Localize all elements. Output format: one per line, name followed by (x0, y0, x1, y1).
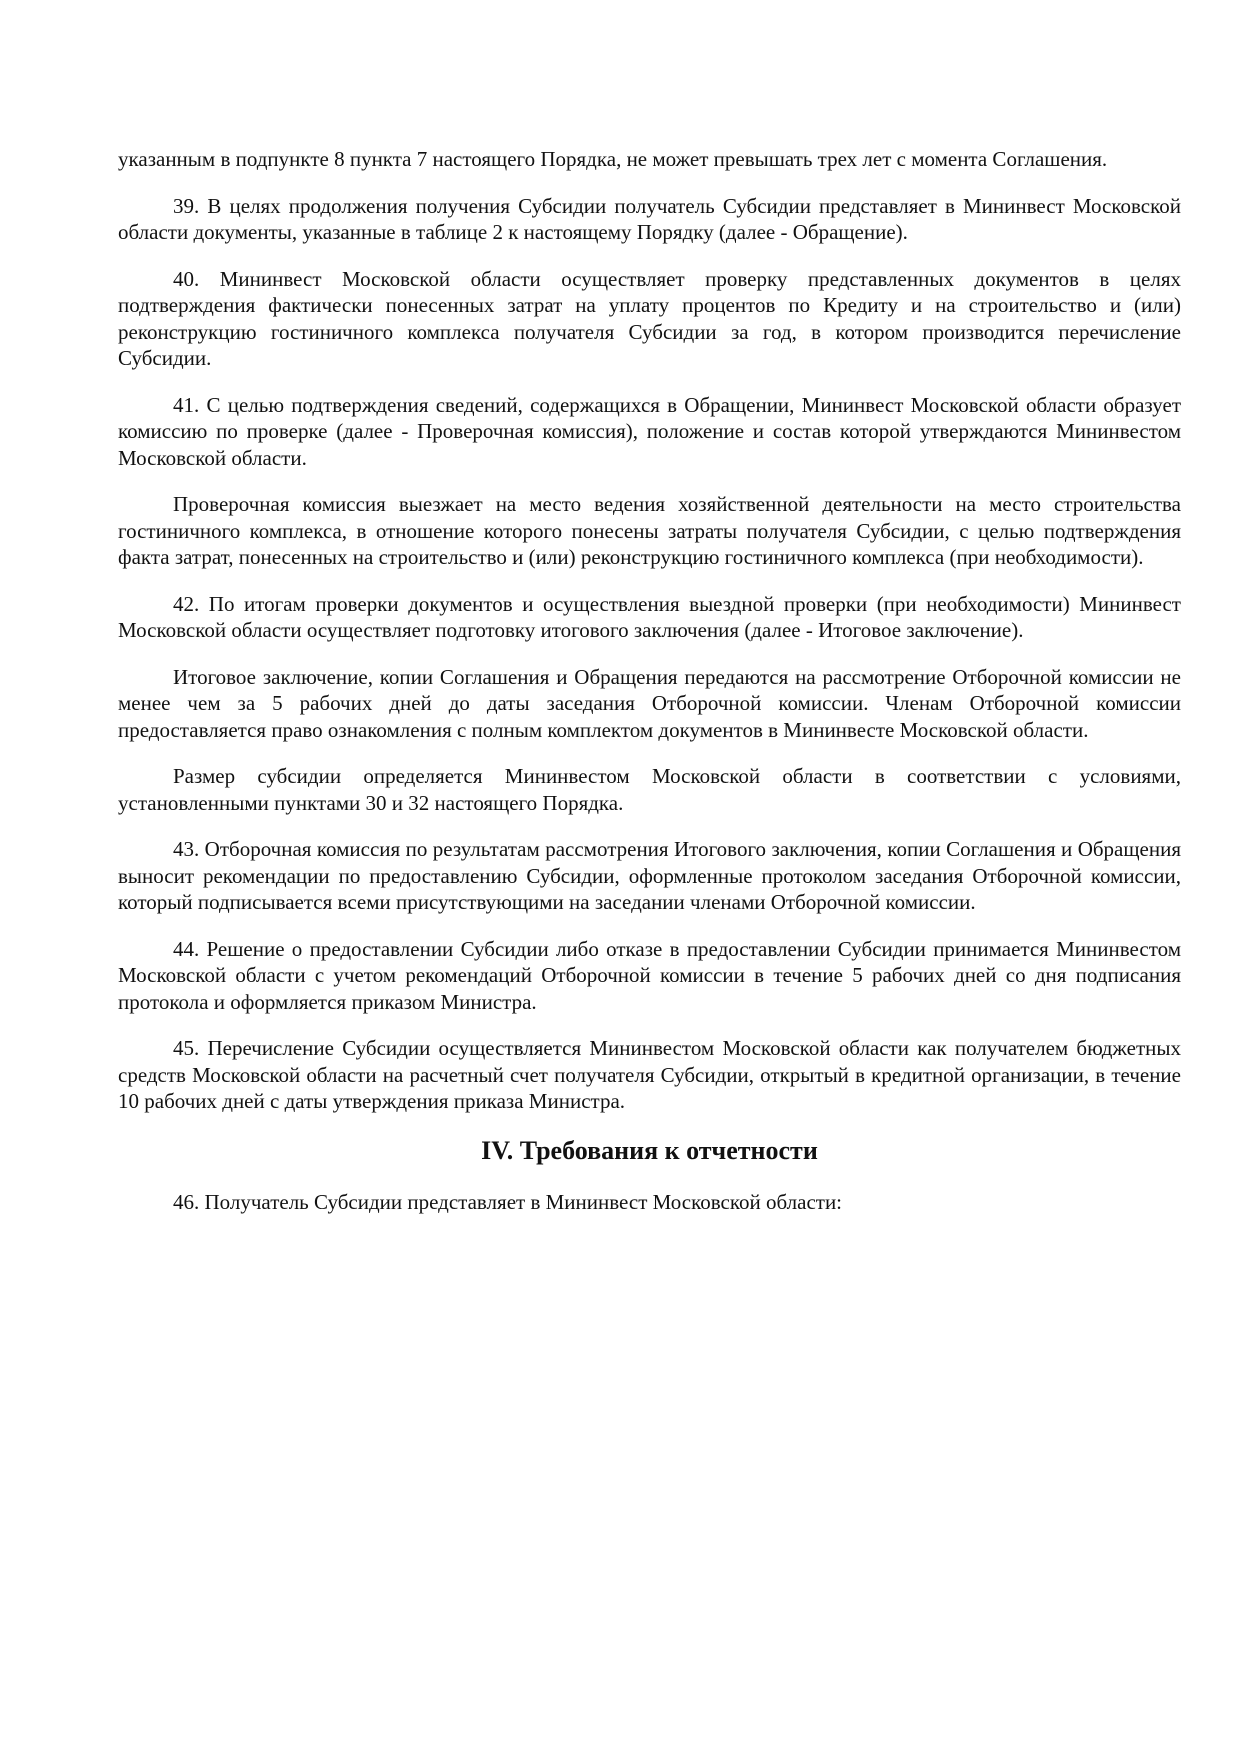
section-heading: IV. Требования к отчетности (481, 1135, 818, 1165)
paragraph-42-subsidy-size: Размер субсидии определяется Мининвестом Московской области в соответствии с условиями, установленными пунктами 30 и 32 настоящего Порядка. (118, 764, 1181, 815)
paragraph-43: 43. Отборочная комиссия по результатам рассмотрения Итогового заключения, копии Соглашения и Обращения выносит рекомендации по предоставлению Субсидии, оформленные протоколом заседания Отборочной комиссии, который подписывается всеми присутствующими на заседании членами Отборочной комиссии. (118, 837, 1181, 914)
paragraph-45: 45. Перечисление Субсидии осуществляется Мининвестом Московской области как получателем бюджетных средств Московской области на расчетный счет получателя Субсидии, открытый в кредитной организации, в течение 10 рабочих дней с даты утверждения приказа Министра. (118, 1036, 1181, 1113)
paragraph-46: 46. Получатель Субсидии представляет в Мининвест Московской области: (173, 1189, 843, 1214)
paragraph-42: 42. По итогам проверки документов и осуществления выездной проверки (при необходимости) Мининвест Московской области осуществляет подготовку итогового заключения (далее - Итоговое заключение). (118, 591, 1181, 642)
paragraph-continuation-38: указанным в подпункте 8 пункта 7 настоящего Порядка, не может превышать трех лет с момента Соглашения. (118, 147, 1108, 171)
paragraph-42-final-conclusion: Итоговое заключение, копии Соглашения и Обращения передаются на рассмотрение Отборочной комиссии не менее чем за 5 рабочих дней до даты заседания Отборочной комиссии. Членам Отборочной комиссии предоставляется право ознакомления с полным комплектом документов в Мининвесте Московской области. (118, 664, 1181, 742)
document-page (118, 146, 1181, 1235)
paragraph-41: 41. С целью подтверждения сведений, содержащихся в Обращении, Мининвест Московской области образует комиссию по проверке (далее - Проверочная комиссия), положение и состав которой утверждаются Мининвестом Московской области. (118, 392, 1181, 470)
paragraph-44: 44. Решение о предоставлении Субсидии либо отказе в предоставлении Субсидии принимается Мининвестом Московской области с учетом рекомендаций Отборочной комиссии в течение 5 рабочих дней со дня подписания протокола и оформляется приказом Министра. (118, 936, 1181, 1014)
paragraph-40: 40. Мининвест Московской области осуществляет проверку представленных документов в целях подтверждения фактически понесенных затрат на уплату процентов по Кредиту и на строительство и (или) реконструкцию гостиничного комплекса получателя Субсидии за год, в котором производится перечисление Субсидии. (118, 266, 1181, 370)
paragraph-41-inspection: Проверочная комиссия выезжает на место ведения хозяйственной деятельности на место строительства гостиничного комплекса, в отношение которого понесены затраты получателя Субсидии, с целью подтверждения факта затрат, понесенных на строительство и (или) реконструкцию гостиничного комплекса (при необходимости). (118, 492, 1181, 569)
paragraph-39: 39. В целях продолжения получения Субсидии получатель Субсидии представляет в Мининвест Московской области документы, указанные в таблице 2 к настоящему Порядку (далее - Обращение). (118, 193, 1181, 244)
